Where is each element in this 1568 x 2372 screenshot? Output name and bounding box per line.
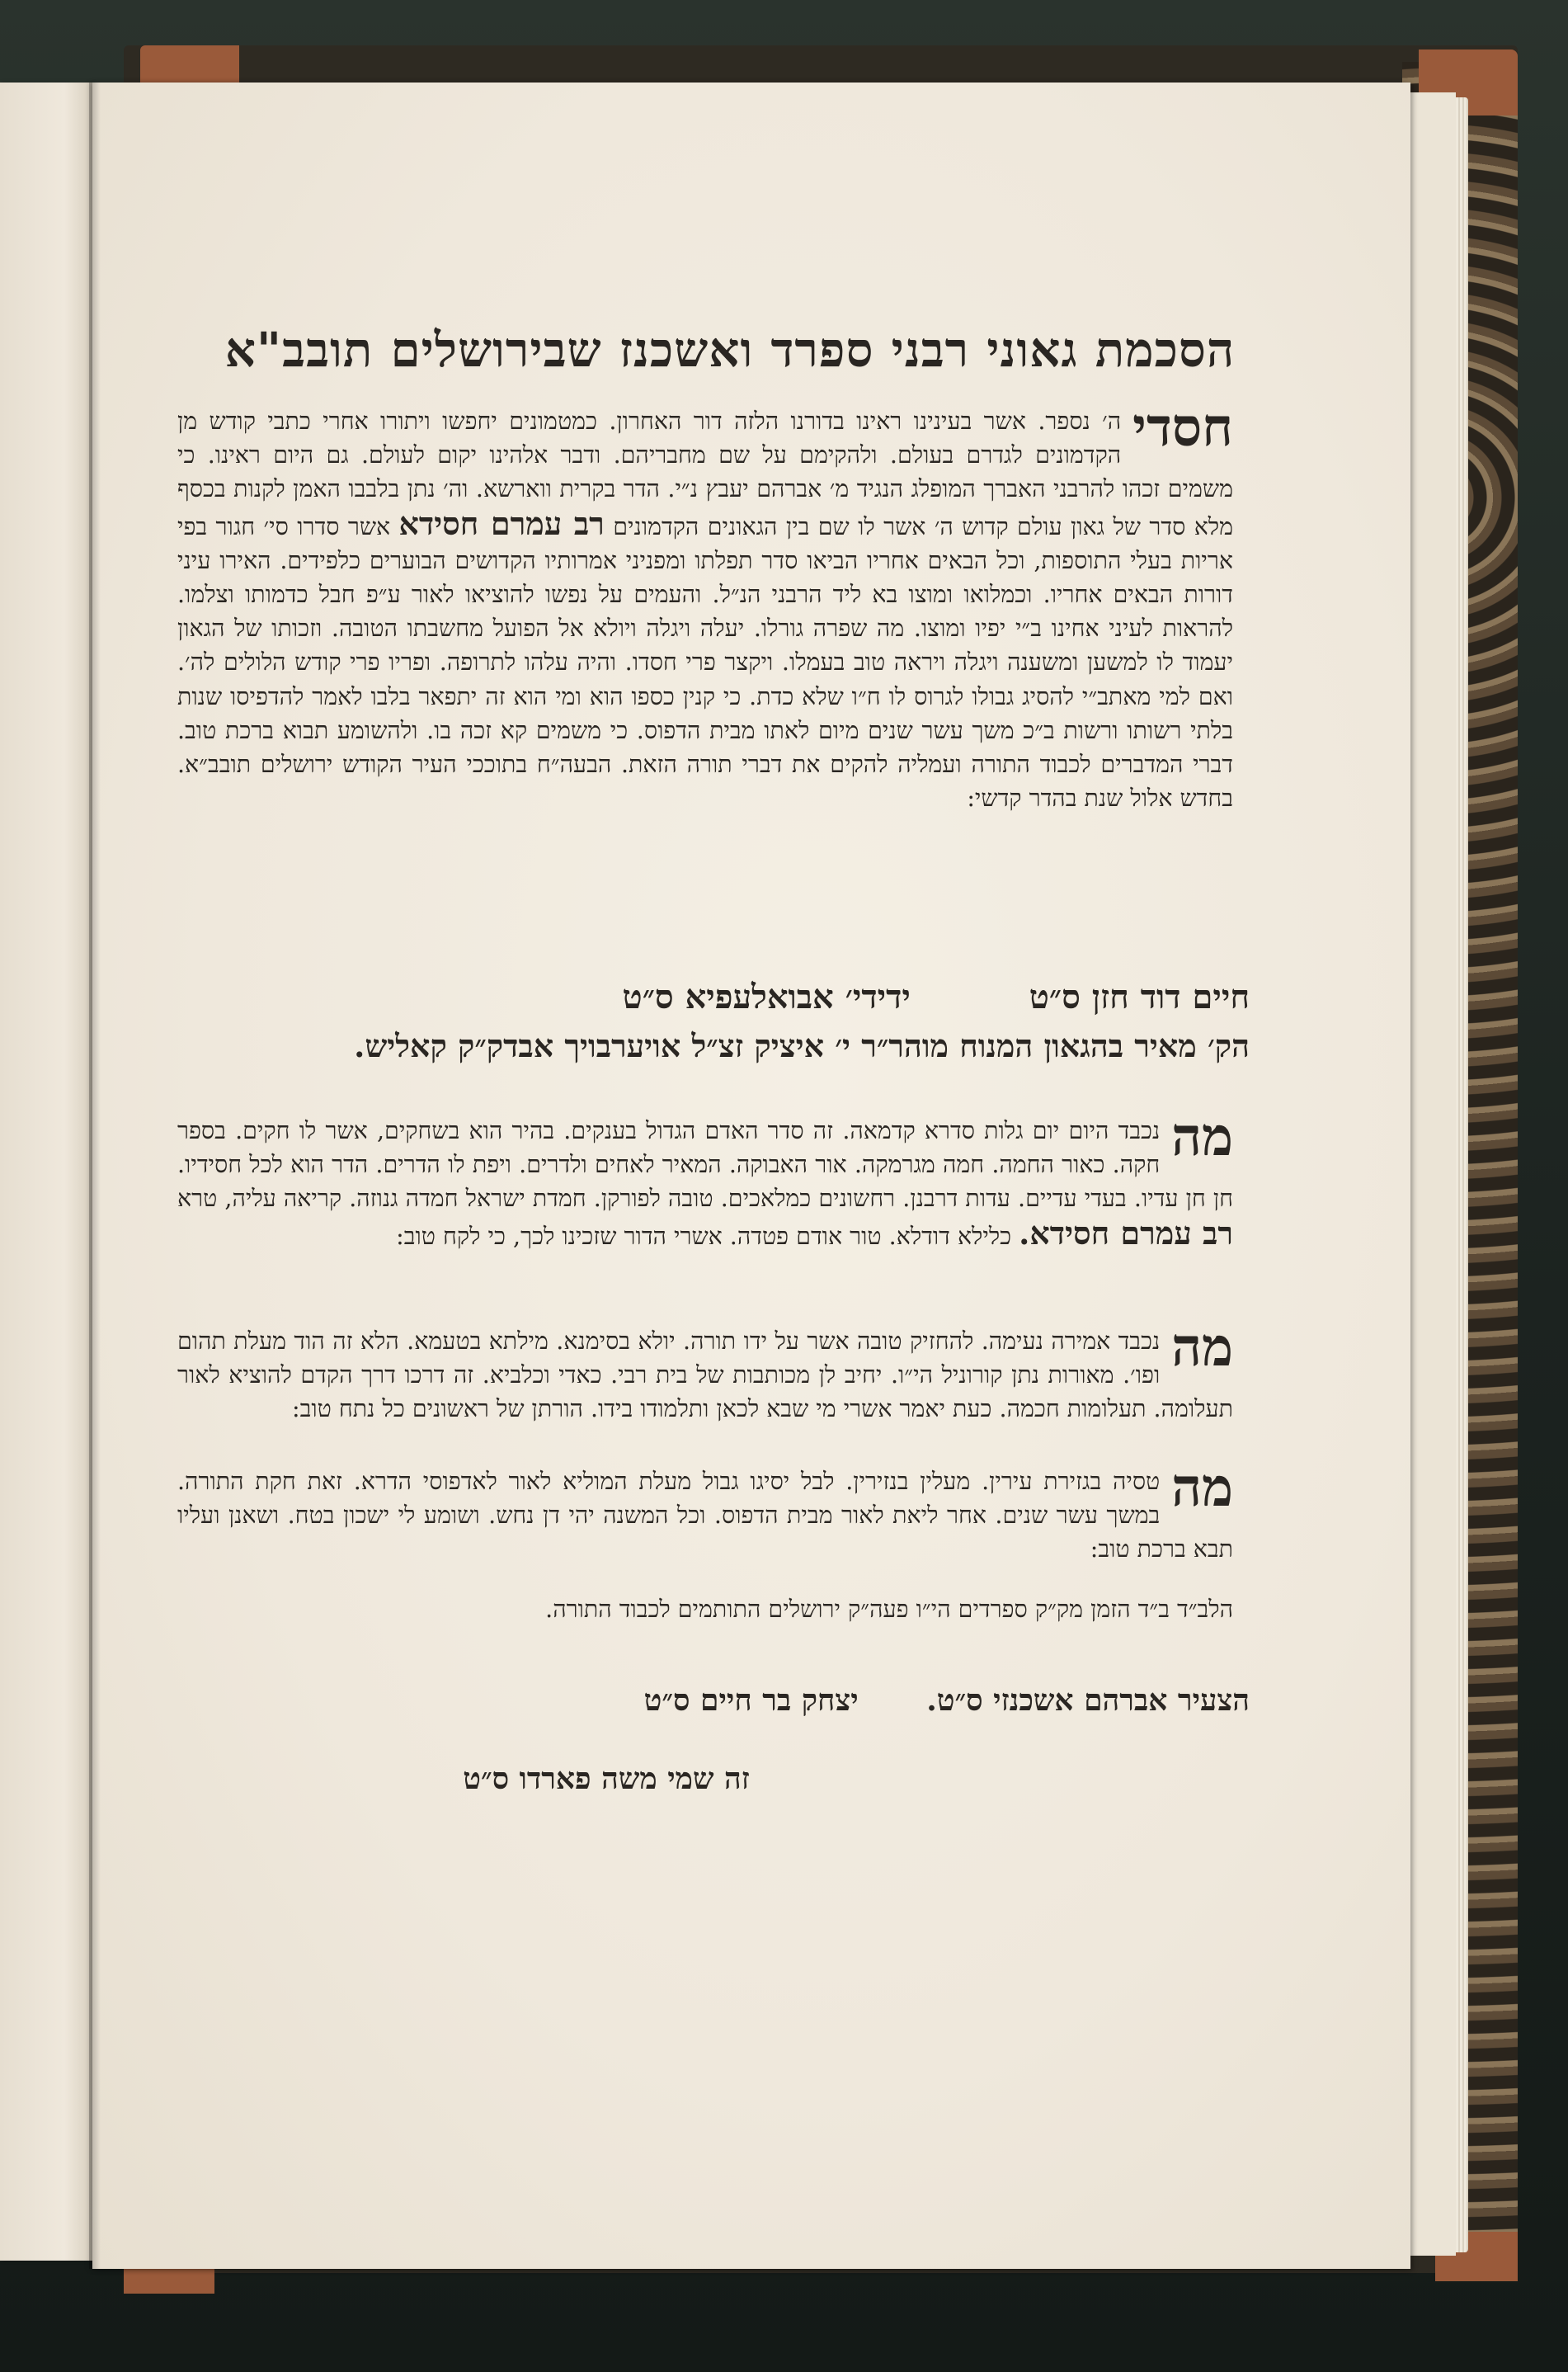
paragraph-text: אשר סדרו סי׳ חגור בפי אריות בעלי התוספות, וכל הבאים אחריו הביאו סדר תפלתו ומפניני אמרותיו הקדושים הבוערים כלפידים. האירו עיני דורות הבאים אחריו. וכמלואו ומוצו בא ליד הרבני הנ״ל. והעמים על נפשו להוציאו לאור ע״פ חבל כדמותו וצלמו. להראות לעיני אחינו ב״י יפיו ומוצו. מה שפרה גורלו. יעלה ויגלה ויולא אל הפועל מחשבתו הטובה. וזכותו של הגאון יעמוד לו למשען ומשענה ויגלה ויראה טוב בעמלו. ויקצר פרי חסדו. והיה עלהו לתרופה. ופריו פרי קודש הלולים לה׳. ואם למי מאתב״י להסיג גבולו לגרוס לו ח״ו שלא כדת. כי קנין כספו הוא ומי הוא זה יתפאר בלבו לאמר להדפיסו שנות בלתי רשותו ורשות ב״כ משך עשר שנים מיום לאתו מבית הדפוס. כי משמים קא זכה בו. ולהשומע תבוא ברכת טוב. דברי המדברים לכבוד התורה ועמליה להקים את דברי תורה הזאת. [177,512,1233,779]
paragraph [177,1106,1233,1253]
signature: זה שמי משה פארדו ס״ט [463,1761,750,1796]
drop-word: מה [1171,1457,1233,1519]
left-page-edge [0,83,92,2261]
signature: חיים דוד חזן ס״ט [1029,978,1250,1016]
paragraph [177,1317,1233,1427]
signature: יצחק בר חיים ס״ט [643,1683,859,1718]
paragraph-text: נכבד היום יום גלות סדרא קדמאה. זה סדר האדם הגדול בענקים. בהיר הוא בשחקים, אשר לו חקים. בספר חקה. כאור החמה. חמה מגרמקה. אור האבוקה. המאיר לאחים ולדרים. ויפת לו הדרים. הדר הוא לכל חסידיו. חן חן עדיו. בעדי עדיים. עדות דרבנן. רחשונים כמלאכים. טובה לפורקן. חמדת ישראל חמדה גנוזה. קריאה עליה, טרא [177,1117,1233,1213]
page-gutter-shadow [89,83,101,2269]
signature: ידידי׳ אבואלעפיא ס״ט [622,978,911,1016]
highlighted-name: רב עמרם חסידא. [1019,1214,1233,1252]
drop-word: חסדי [1132,397,1233,459]
highlighted-name: רב עמרם חסידא [398,504,605,542]
page-title: הסכמת גאוני רבני ספרד ואשכנז שבירושלים תובב"א [224,322,1236,378]
paragraph-text: נכבד אמירה נעימה. להחזיק טובה אשר על ידו תורה. יולא בסימנא. מילתא בטעמא. הלא זה הוד מעלת תהום ופו׳. מאורות נתן קורוניל הי״ו. יחיב לן מכותבות של בית רבי. כאדי וכלביא. זה דרכו דרך הקדם להוציא לאור תעלומה. תעלומות חכמה. כעת יאמר אשרי מי שבא לכאן ותלמודו בידו. הורתן של ראשונים כל נתח טוב: [177,1327,1233,1423]
paragraph-text: טסיה בגזירת עירין. מעלין בנזירין. לבל יסיגו גבול מעלת המוליא לאור לאדפוסי הדרא. זאת חקת התורה. במשך עשר שנים. אחר ליאת לאור מבית הדפוס. וכל המשנה יהי דן נחש. ושומע לי ישכון בטח. ושאנן ועליו תבא ברכת טוב: [177,1468,1233,1563]
paragraph-text: כלילא דודלא. טור אודם פטדה. אשרי הדור שזכינו לכך, כי לקח טוב: [396,1222,1012,1250]
date-line: הבעה״ח בתוככי העיר הקודש ירושלים תובב״א. בחדש אלול שנת בהדר קדשי: [177,751,1233,813]
signature-line [177,978,1250,1016]
paragraph [177,1457,1233,1567]
signature-line [177,1683,1250,1718]
drop-word: מה [1171,1317,1233,1379]
signature: הק׳ מאיר בהגאון המנוח מוהר״ר י׳ איציק זצ״ל אויערבויך אבדק״ק קאליש. [354,1027,1250,1064]
paragraph [177,397,1234,815]
closing-line: הלב״ד ב״ד הזמן מק״ק ספרדים הי״ו פעה״ק ירושלים התותמים לכבוד התורה. [545,1596,1233,1623]
drop-word: מה [1171,1106,1233,1168]
signature: הצעיר אברהם אשכנזי ס״ט. [926,1683,1250,1718]
paragraph-text: ה׳ נספר. אשר בעינינו ראינו בדורנו הלזה דור האחרון. כמטמונים יחפשו ויתורו אחרי כתבי קודש מן הקדמונים לגדרם בעולם. ולהקימם על שם מחבריהם. ודבר אלהינו יקום לעולם. גם היום ראינו. כי משמים זכהו להרבני האברך המופלג הנגיד מ׳ אברהם יעבץ נ״י. הדר בקרית ווארשא. וה׳ נתן בלבבו האמן לקנות בכסף מלא סדר של גאון עולם קדוש ה׳ אשר לו שם בין הגאונים הקדמונים [177,408,1234,540]
